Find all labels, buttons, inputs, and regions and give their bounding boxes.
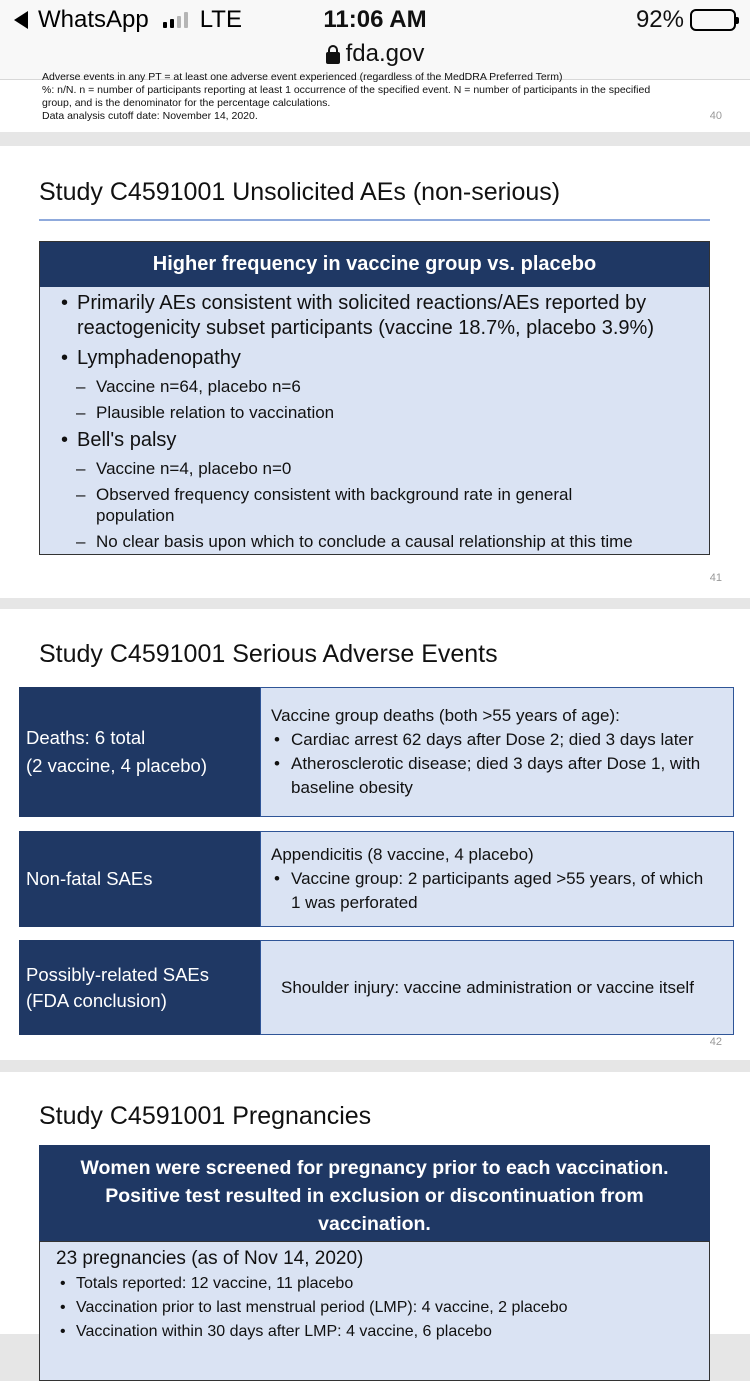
slide-title: Study C4591001 Unsolicited AEs (non-serious) <box>39 178 561 206</box>
sae-row-detail: Shoulder injury: vaccine administration or vaccine itself <box>260 940 734 1035</box>
battery-status <box>636 6 736 34</box>
list-item: • Primarily AEs consistent with solicited reactions/AEs reported by reactogenicity subset participants (vaccine 18.7%, placebo 3.9%) <box>40 291 709 341</box>
slide-number: 42 <box>709 1036 722 1048</box>
list-item: • Cardiac arrest 62 days after Dose 2; died 3 days later <box>271 728 725 752</box>
findings-list <box>40 287 709 552</box>
list-item: • Vaccine group: 2 participants aged >55 years, of which 1 was perforated <box>271 867 725 915</box>
footnote-line: Adverse events in any PT = at least one adverse event experienced (regardless of the MedDRA Preferred Term) <box>42 71 563 83</box>
list-item: • Bell's palsy – Vaccine n=4, placebo n=0 – Observed frequency consistent with background rate in general population – No clear basis upon which to conclude a causal relationship at this time <box>40 428 709 552</box>
sae-row-nonfatal <box>19 831 734 927</box>
slide-title: Study C4591001 Pregnancies <box>39 1102 372 1130</box>
pregnancy-lead: 23 pregnancies (as of Nov 14, 2020) <box>56 1248 364 1269</box>
sae-row-label: Non-fatal SAEs <box>19 831 261 927</box>
sub-list-item: – Observed frequency consistent with background rate in general population <box>40 484 709 526</box>
slide-43 <box>0 1072 750 1340</box>
back-app-label: WhatsApp <box>38 6 149 33</box>
sub-list-item: – Vaccine n=4, placebo n=0 <box>40 458 709 479</box>
sae-row-possibly-related <box>19 940 734 1035</box>
sae-row-detail: Vaccine group deaths (both >55 years of age): • Cardiac arrest 62 days after Dose 2; died 3 days later • Atherosclerotic disease; died 3 days after Dose 1, with baseline obesity <box>260 687 734 817</box>
sub-list-item: – Plausible relation to vaccination <box>40 402 709 423</box>
pregnancy-box-body <box>39 1241 710 1381</box>
pregnancy-box-header: Women were screened for pregnancy prior to each vaccination. Positive test resulted in exclusion or discontinuation from vaccination. <box>39 1145 710 1241</box>
url-text: fda.gov <box>345 40 425 67</box>
findings-box <box>39 241 710 555</box>
sub-list-item: – No clear basis upon which to conclude a causal relationship at this time <box>40 531 709 552</box>
footnote-line: %: n/N. n = number of participants reporting at least 1 occurrence of the specified event. N = number of participants in the specified <box>42 84 651 96</box>
footnote-line: Data analysis cutoff date: November 14, 2020. <box>42 110 258 122</box>
battery-icon <box>690 9 736 31</box>
title-underline <box>39 219 710 221</box>
list-item: • Atherosclerotic disease; died 3 days after Dose 1, with baseline obesity <box>271 752 725 800</box>
list-item: • Totals reported: 12 vaccine, 11 placebo <box>40 1272 709 1296</box>
findings-box-header: Higher frequency in vaccine group vs. placebo <box>40 242 709 287</box>
network-label: LTE <box>199 6 242 33</box>
sub-list-item: – Vaccine n=64, placebo n=6 <box>40 376 709 397</box>
list-item: • Vaccination within 30 days after LMP: 4 vaccine, 6 placebo <box>40 1320 709 1344</box>
slide-41 <box>0 146 750 598</box>
slide-number: 41 <box>709 572 722 584</box>
sae-row-label: Deaths: 6 total (2 vaccine, 4 placebo) <box>19 687 261 817</box>
slide-40 <box>0 71 750 132</box>
sae-row-label: Possibly-related SAEs (FDA conclusion) <box>19 940 261 1035</box>
footnote-line: group, and is the denominator for the percentage calculations. <box>42 97 331 109</box>
pregnancy-box <box>39 1145 710 1365</box>
clock: 11:06 AM <box>323 6 427 33</box>
url-bar[interactable] <box>0 40 750 68</box>
lock-icon <box>326 44 340 64</box>
sae-row-deaths <box>19 687 734 817</box>
status-bar <box>0 0 750 80</box>
slide-40-footnote <box>42 71 702 123</box>
pregnancy-list <box>40 1272 709 1344</box>
sae-row-detail: Appendicitis (8 vaccine, 4 placebo) • Vaccine group: 2 participants aged >55 years, of which 1 was perforated <box>260 831 734 927</box>
slide-title: Study C4591001 Serious Adverse Events <box>39 640 498 668</box>
slide-42 <box>0 609 750 1060</box>
battery-percent: 92% <box>635 6 684 33</box>
list-item: • Vaccination prior to last menstrual period (LMP): 4 vaccine, 2 placebo <box>40 1296 709 1320</box>
slide-number: 40 <box>709 110 722 122</box>
list-item: • Lymphadenopathy – Vaccine n=64, placebo n=6 – Plausible relation to vaccination <box>40 346 709 423</box>
